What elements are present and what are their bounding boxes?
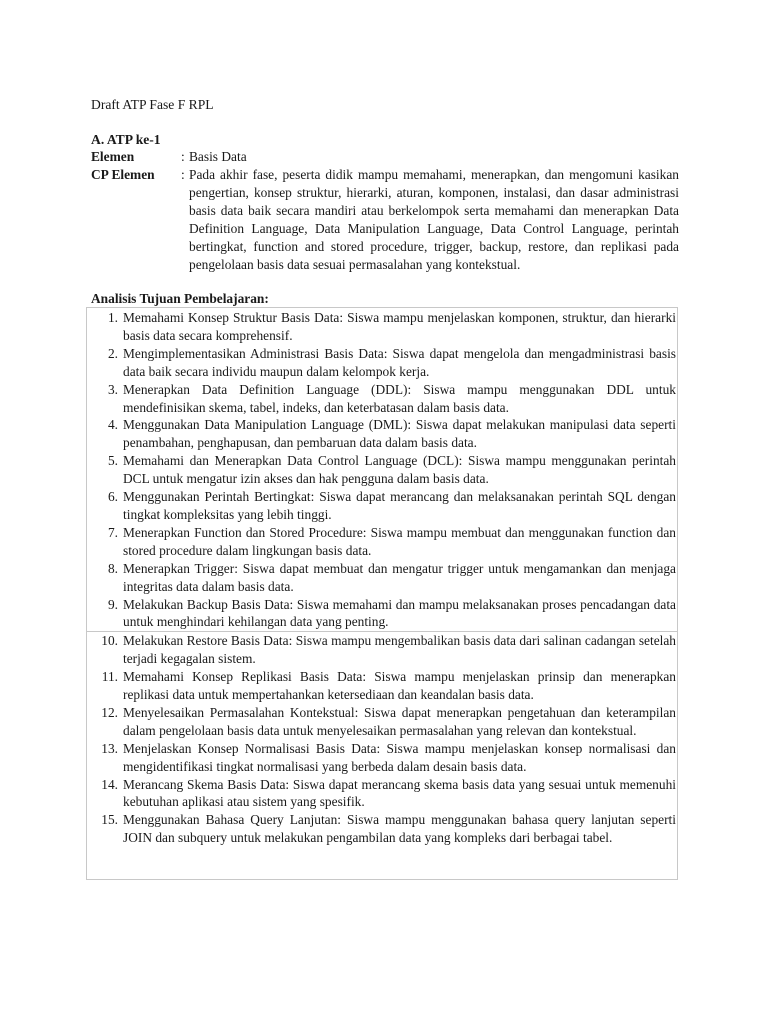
list-item [87,488,677,524]
list-item-number: 8. [107,560,118,576]
list-item-text: Menerapkan Trigger: Siswa dapat membuat dan mengatur trigger untuk mengamankan dan menjaga integritas data dalam basis data. [123,560,676,594]
list-item [87,668,677,704]
list-item-text: Menerapkan Function dan Stored Procedure: Siswa mampu membuat dan menggunakan function dan stored procedure dalam lingkungan basis data. [123,524,676,558]
list-item-text: Memahami dan Menerapkan Data Control Language (DCL): Siswa mampu menggunakan perintah DCL untuk mengatur izin akses dan hak pengguna dalam basis data. [123,453,676,487]
list-item-text: Menggunakan Bahasa Query Lanjutan: Siswa mampu menggunakan bahasa query lanjutan seperti JOIN dan subquery untuk melakukan pengambilan data yang kompleks dari berbagai tabel. [123,812,676,846]
document-title: Draft ATP Fase F RPL [91,97,214,112]
list-item [87,452,677,488]
list-item [87,704,677,740]
list-item-number: 3. [107,381,118,397]
list-item [87,740,677,776]
list-item-number: 4. [107,417,118,433]
list-item-number: 10. [101,633,118,649]
list-item [87,381,677,417]
list-item-number: 14. [101,776,118,792]
atp-heading: A. ATP ke-1 [91,132,161,147]
list-item-text: Memahami Konsep Replikasi Basis Data: Siswa mampu menjelaskan prinsip dan menerapkan replikasi data untuk mempertahankan ketersediaan dan keandalan basis data. [123,669,676,703]
list-item-number: 5. [107,453,118,469]
list-item-number: 9. [107,596,118,612]
list-item-text: Menggunakan Data Manipulation Language (DML): Siswa dapat melakukan manipulasi data seperti penambahan, penghapusan, dan pembaruan data dalam basis data. [123,417,676,451]
list-item-text: Melakukan Backup Basis Data: Siswa memahami dan mampu melaksanakan proses pencadangan data untuk menghindari kehilangan data yang penting. [123,596,676,630]
list-item [87,596,677,632]
list-item [87,560,677,596]
list-item-number: 6. [107,489,118,505]
list-item-text: Memahami Konsep Struktur Basis Data: Siswa mampu menjelaskan komponen, struktur, dan hierarki basis data secara komprehensif. [123,310,676,343]
cp-elemen-colon: : [181,167,185,182]
list-item-text: Menyelesaikan Permasalahan Kontekstual: Siswa dapat menerapkan pengetahuan dan keterampilan dalam pengelolaan basis data untuk menyelesaikan permasalahan yang relevan dan kontekstual. [123,704,676,738]
elemen-colon: : [181,149,185,164]
list-item-number: 1. [107,310,118,325]
elemen-value: Basis Data [189,149,247,164]
list-item [87,524,677,560]
cp-elemen-row [91,166,679,273]
list-item [87,309,677,345]
list-item-number: 13. [101,740,118,756]
elemen-label: Elemen [91,149,135,164]
learning-goals-list [87,309,677,847]
list-item-text: Mengimplementasikan Administrasi Basis Data: Siswa dapat mengelola dan mengadministrasi basis data baik secara individu maupun dalam kelompok kerja. [123,345,676,379]
cp-elemen-value: Pada akhir fase, peserta didik mampu memahami, menerapkan, dan mengomuni kasikan pengertian, konsep struktur, hierarki, aturan, komponen, instalasi, dan dasar administrasi basis data baik secara mandiri atau berkelompok serta memahami dan menerapkan Data Definition Language, Data Manipulation Language, Data Control Language, perintah bertingkat, function and stored procedure, trigger, backup, restore, dan replikasi pada pengelolaan basis data sesuai permasalahan yang kontekstual. [189,167,679,272]
list-item-text: Menggunakan Perintah Bertingkat: Siswa dapat merancang dan melaksanakan perintah SQL dengan tingkat kompleksitas yang lebih tinggi. [123,489,676,522]
list-item [87,776,677,812]
list-item-number: 7. [107,524,118,540]
list-item-number: 11. [101,669,118,685]
analisis-heading: Analisis Tujuan Pembelajaran: [91,291,269,306]
list-item-text: Menerapkan Data Definition Language (DDL): Siswa mampu menggunakan DDL untuk mendefinisikan skema, tabel, indeks, dan keterbatasan dalam basis data. [123,381,676,415]
list-item-text: Melakukan Restore Basis Data: Siswa mampu mengembalikan basis data dari salinan cadangan setelah terjadi kegagalan sistem. [123,633,676,667]
list-item-text: Menjelaskan Konsep Normalisasi Basis Data: Siswa mampu menjelaskan konsep normalisasi dan mengidentifikasi tingkat normalisasi yang berbeda dalam desain basis data. [123,740,676,774]
list-item-number: 2. [107,345,118,361]
list-item [87,416,677,452]
list-item-text: Merancang Skema Basis Data: Siswa dapat merancang skema basis data yang sesuai untuk memenuhi kebutuhan aplikasi atau sistem yang spesifik. [123,776,676,810]
list-item-number: 12. [101,704,118,720]
elemen-row [91,148,679,166]
learning-goals-table [86,307,678,880]
list-item [87,345,677,381]
list-item-number: 15. [101,812,118,828]
list-item [87,811,677,847]
list-item [87,631,677,668]
cp-elemen-label: CP Elemen [91,167,155,182]
